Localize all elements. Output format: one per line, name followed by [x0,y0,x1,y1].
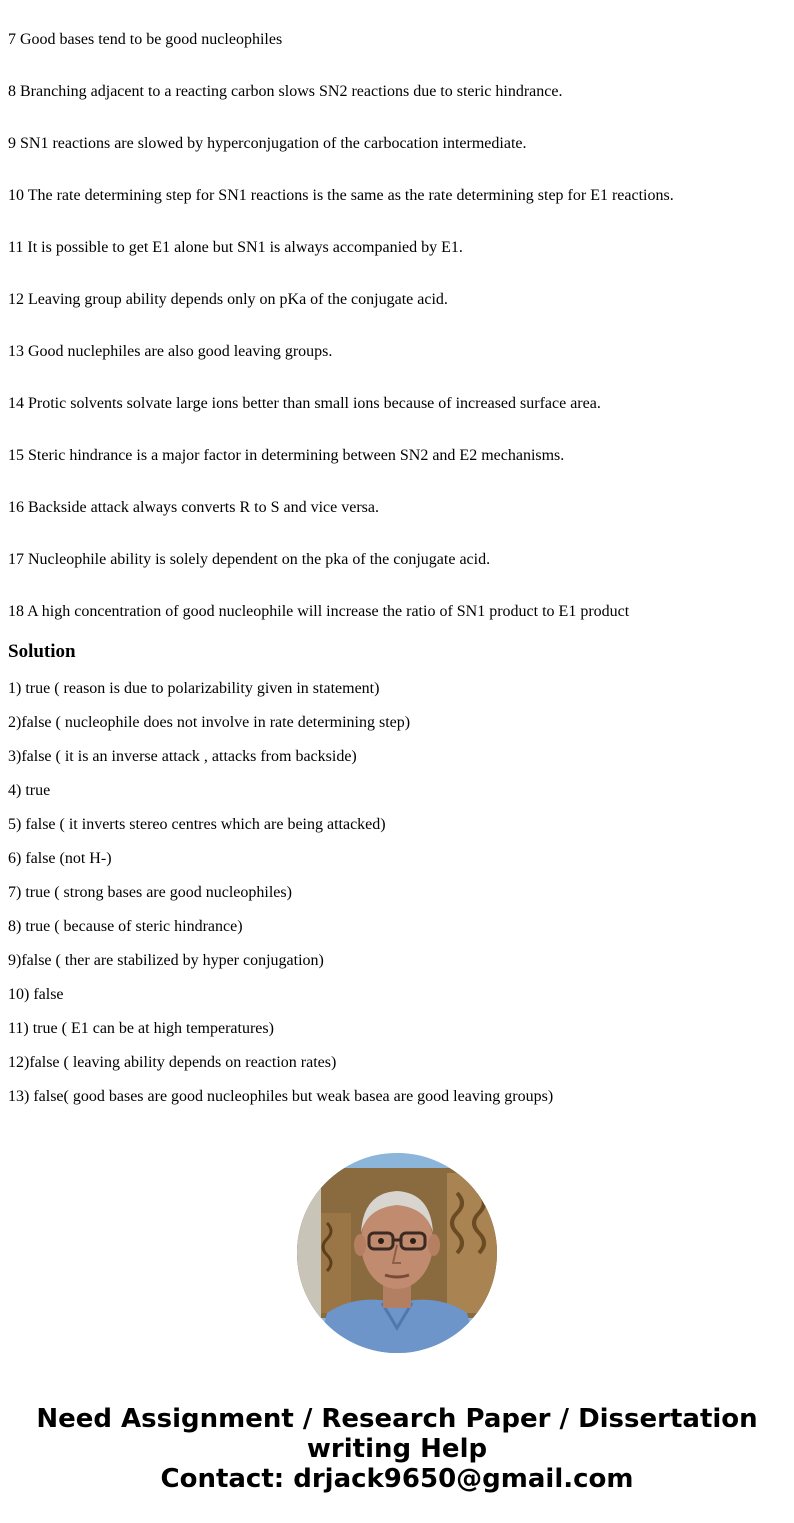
answer-10: 10) false [8,986,64,1003]
answer-5: 5) false ( it inverts stereo centres which are being attacked) [8,816,386,833]
answer-11: 11) true ( E1 can be at high temperatures) [8,1020,274,1037]
question-16: 16 Backside attack always converts R to S and vice versa. [8,499,379,516]
question-11: 11 It is possible to get E1 alone but SN1 is always accompanied by E1. [8,239,463,256]
question-7: 7 Good bases tend to be good nucleophiles [8,31,283,48]
answer-6: 6) false (not H-) [8,850,112,867]
question-17: 17 Nucleophile ability is solely dependent on the pka of the conjugate acid. [8,551,491,568]
answer-2: 2)false ( nucleophile does not involve in rate determining step) [8,714,411,731]
solution-heading: Solution [8,641,76,662]
author-portrait-icon [297,1153,497,1353]
question-14: 14 Protic solvents solvate large ions better than small ions because of increased surface area. [8,395,601,412]
author-photo [297,1153,497,1353]
question-12: 12 Leaving group ability depends only on pKa of the conjugate acid. [8,291,448,308]
question-8: 8 Branching adjacent to a reacting carbon slows SN2 reactions due to steric hindrance. [8,83,563,100]
question-18: 18 A high concentration of good nucleophile will increase the ratio of SN1 product to E1 product [8,603,630,620]
footer-line-1: Need Assignment / Research Paper / Dissertation [36,1404,758,1434]
answer-9: 9)false ( ther are stabilized by hyper conjugation) [8,952,324,969]
answer-4: 4) true [8,782,51,799]
question-15: 15 Steric hindrance is a major factor in determining between SN2 and E2 mechanisms. [8,447,565,464]
answer-1: 1) true ( reason is due to polarizability given in statement) [8,680,380,697]
question-10: 10 The rate determining step for SN1 reactions is the same as the rate determining step for E1 reactions. [8,187,674,204]
footer-contact: Contact: drjack9650@gmail.com [160,1464,634,1494]
footer-line-2: writing Help [306,1434,488,1464]
answer-8: 8) true ( because of steric hindrance) [8,918,243,935]
answer-7: 7) true ( strong bases are good nucleophiles) [8,884,292,901]
answer-12: 12)false ( leaving ability depends on reaction rates) [8,1054,337,1071]
question-13: 13 Good nuclephiles are also good leaving groups. [8,343,333,360]
question-9: 9 SN1 reactions are slowed by hyperconjugation of the carbocation intermediate. [8,135,527,152]
answer-3: 3)false ( it is an inverse attack , attacks from backside) [8,748,357,765]
answer-13: 13) false( good bases are good nucleophiles but weak basea are good leaving groups) [8,1088,554,1105]
